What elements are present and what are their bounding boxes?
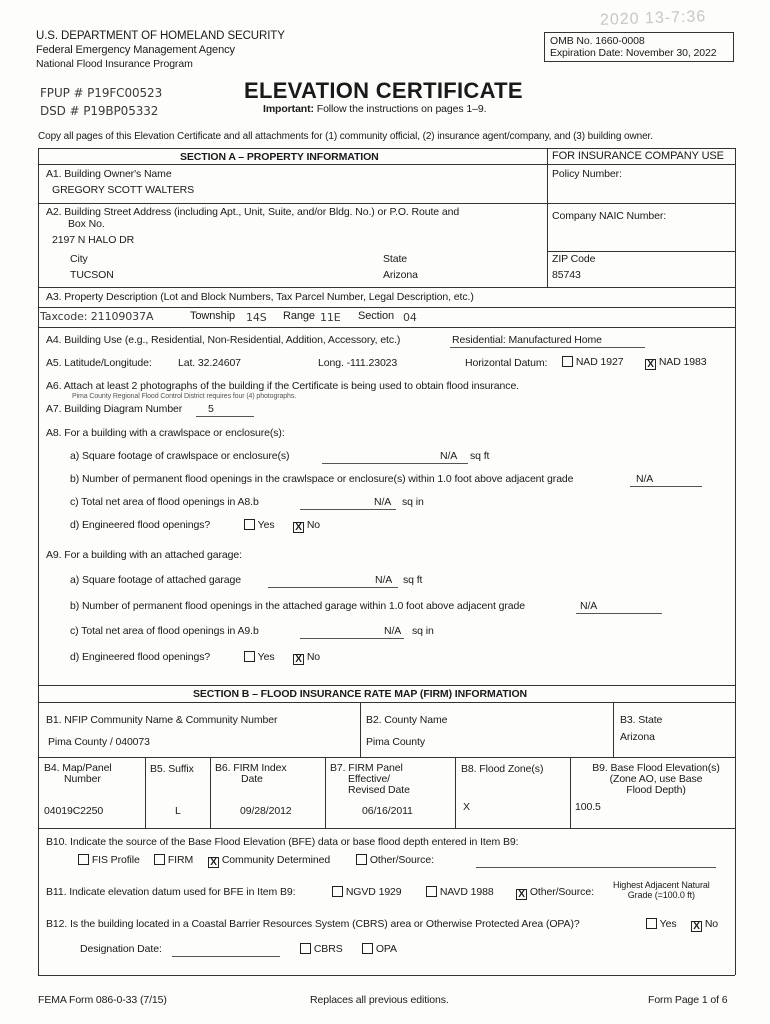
omb-expiration: Expiration Date: November 30, 2022 [550,47,717,59]
b11-other-option[interactable]: X Other/Source: [516,886,594,900]
a9d-no-option[interactable]: X No [293,651,320,665]
b1-label: B1. NFIP Community Name & Community Number [46,714,278,726]
b10-community-checkbox[interactable]: X [208,857,219,868]
designation-date-label: Designation Date: [80,943,162,955]
a9-label: A9. For a building with an attached garage: [46,549,242,561]
agency-line-2: Federal Emergency Management Agency [36,44,235,56]
a3-label: A3. Property Description (Lot and Block Numbers, Tax Parcel Number, Legal Description, etc.) [46,291,474,303]
dsd-label: DSD # [40,104,80,118]
naic-label: Company NAIC Number: [552,210,667,222]
a6-label: A6. Attach at least 2 photographs of the building if the Certificate is being used to obtain flood insurance. [46,380,519,392]
a8d-no-option[interactable]: X No [293,519,320,533]
b2-label: B2. County Name [366,714,448,726]
a8a-label: a) Square footage of crawlspace or enclosure(s) [70,450,290,462]
city-label: City [70,253,88,265]
opa-checkbox[interactable] [362,943,373,954]
a5-longitude[interactable]: Long. -111.23023 [318,357,398,369]
nad1927-checkbox[interactable] [562,356,573,367]
a7-value[interactable]: 5 [208,403,214,415]
b10-firm-option[interactable]: FIRM [154,854,193,866]
a8b-label: b) Number of permanent flood openings in the crawlspace or enclosure(s) within 1.0 foot above adjacent grade [70,473,574,485]
a8-label: A8. For a building with a crawlspace or enclosure(s): [46,427,285,439]
b12-label: B12. Is the building located in a Coastal Barrier Resources System (CBRS) area or Otherwise Protected Area (OPA)? [46,918,580,930]
state-value[interactable]: Arizona [383,269,418,281]
omb-box [544,32,734,62]
b8-value[interactable]: X [463,801,470,813]
b4-value[interactable]: 04019C2250 [44,805,104,817]
b11-navd-checkbox[interactable] [426,886,437,897]
a8a-unit: sq ft [470,450,490,462]
a8c-label: c) Total net area of flood openings in A8.b [70,496,259,508]
a7-label: A7. Building Diagram Number [46,403,183,415]
b11-navd-option[interactable]: NAVD 1988 [426,886,494,898]
a9d-yes-option[interactable]: Yes [244,651,274,663]
b9-value[interactable]: 100.5 [575,801,601,813]
a9d-yes-checkbox[interactable] [244,651,255,662]
b5-value[interactable]: L [175,805,181,817]
zip-value[interactable]: 85743 [552,269,581,281]
received-stamp: 2020 13-7:36 [599,8,707,29]
a8c-value[interactable]: N/A [374,496,392,508]
a1-value[interactable]: GREGORY SCOTT WALTERS [52,184,195,196]
copy-note: Copy all pages of this Elevation Certificate and all attachments for (1) community official, (2) insurance agent/company, and (3) building owner. [38,131,653,142]
b6-value[interactable]: 09/28/2012 [240,805,292,817]
zip-label: ZIP Code [552,253,596,265]
fpup-line [40,86,162,100]
a8d-yes-checkbox[interactable] [244,519,255,530]
a2-label-cont: Box No. [68,218,105,230]
b1-value[interactable]: Pima County / 040073 [48,736,150,748]
nad1983-option[interactable]: X NAD 1983 [645,356,706,370]
policy-number-label: Policy Number: [552,168,622,180]
section-a-title: SECTION A – PROPERTY INFORMATION [180,151,379,163]
a1-label: A1. Building Owner's Name [46,168,172,180]
a3-township-value[interactable]: 14S [246,311,267,324]
a5-datum-label: Horizontal Datum: [465,357,548,369]
a9d-no-checkbox[interactable]: X [293,654,304,665]
b11-ngvd-checkbox[interactable] [332,886,343,897]
b3-label: B3. State [620,714,663,726]
b10-community-option[interactable]: X Community Determined [208,854,330,868]
a8d-label: d) Engineered flood openings? [70,519,211,531]
b12-no-option[interactable]: X No [691,918,718,932]
b10-firm-checkbox[interactable] [154,854,165,865]
agency-line-3: National Flood Insurance Program [36,58,193,70]
b12-no-checkbox[interactable]: X [691,921,702,932]
a9b-value[interactable]: N/A [580,600,598,612]
a3-section-label: Section [358,310,394,322]
b11-label: B11. Indicate elevation datum used for BFE in Item B9: [46,886,296,898]
insurance-use-label: FOR INSURANCE COMPANY USE [552,150,724,162]
a5-latitude[interactable]: Lat. 32.24607 [178,357,241,369]
b10-fis-checkbox[interactable] [78,854,89,865]
dsd-line [40,104,158,118]
a8c-unit: sq in [402,496,424,508]
b12-yes-option[interactable]: Yes [646,918,676,930]
dsd-value: P19BP05332 [83,104,159,118]
b2-value[interactable]: Pima County [366,736,426,748]
state-label: State [383,253,408,265]
a3-section-value[interactable]: 04 [403,311,417,324]
b4-label: B4. Map/Panel Number [44,762,112,785]
fpup-label: FPUP # [40,86,84,100]
fpup-value: P19FC00523 [87,86,163,100]
a8d-no-checkbox[interactable]: X [293,522,304,533]
nad1927-option[interactable]: NAD 1927 [562,356,623,368]
a8a-value[interactable]: N/A [440,450,458,462]
b5-label: B5. Suffix [150,763,194,775]
a4-label: A4. Building Use (e.g., Residential, Non-Residential, Addition, Accessory, etc.) [46,334,401,346]
a9c-unit: sq in [412,625,434,637]
section-b-title: SECTION B – FLOOD INSURANCE RATE MAP (FIRM) INFORMATION [193,688,527,700]
b11-ngvd-option[interactable]: NGVD 1929 [332,886,402,898]
b10-other-checkbox[interactable] [356,854,367,865]
important-note: Important: Follow the instructions on pages 1–9. [263,103,487,115]
b11-other-checkbox[interactable]: X [516,889,527,900]
a9d-label: d) Engineered flood openings? [70,651,211,663]
a9a-value[interactable]: N/A [375,574,393,586]
a9a-label: a) Square footage of attached garage [70,574,241,586]
page-number: Form Page 1 of 6 [648,994,728,1006]
a9b-label: b) Number of permanent flood openings in the attached garage within 1.0 foot above adjacent grade [70,600,525,612]
b6-label: B6. FIRM Index Date [215,762,287,785]
a6-note: Pima County Regional Flood Control District requires four (4) photographs. [72,393,297,400]
form-number: FEMA Form 086-0-33 (7/15) [38,994,167,1006]
a8b-value[interactable]: N/A [636,473,654,485]
b9-label: B9. Base Flood Elevation(s) (Zone AO, use Base Flood Depth) [592,762,720,796]
b10-fis-option[interactable]: FIS Profile [78,854,140,866]
b8-label: B8. Flood Zone(s) [461,763,544,775]
a9c-label: c) Total net area of flood openings in A9.b [70,625,259,637]
agency-line-1: U.S. DEPARTMENT OF HOMELAND SECURITY [36,30,285,42]
b11-other-value[interactable]: Highest Adjacent Natural Grade (=100.0 ft) [613,880,710,900]
b10-other-option[interactable]: Other/Source: [356,854,434,866]
omb-number: OMB No. 1660-0008 [550,35,645,47]
a2-value[interactable]: 2197 N HALO DR [52,234,135,246]
page-title: ELEVATION CERTIFICATE [244,78,523,103]
a9a-unit: sq ft [403,574,423,586]
b12-yes-checkbox[interactable] [646,918,657,929]
a3-taxcode[interactable]: Taxcode: 21109037A [40,310,154,323]
b3-value[interactable]: Arizona [620,731,655,743]
opa-option[interactable]: OPA [362,943,397,955]
cbrs-option[interactable]: CBRS [300,943,343,955]
replaces-note: Replaces all previous editions. [310,994,449,1006]
nad1983-checkbox[interactable]: X [645,359,656,370]
a8d-yes-option[interactable]: Yes [244,519,274,531]
a5-label: A5. Latitude/Longitude: [46,357,152,369]
cbrs-checkbox[interactable] [300,943,311,954]
a3-range-value[interactable]: 11E [320,311,341,324]
b7-value[interactable]: 06/16/2011 [362,805,413,817]
a4-value[interactable]: Residential: Manufactured Home [452,334,602,346]
city-value[interactable]: TUCSON [70,269,114,281]
b7-label: B7. FIRM Panel Effective/ Revised Date [330,762,410,796]
a2-label: A2. Building Street Address (including Apt., Unit, Suite, and/or Bldg. No.) or P.O. Route and [46,206,460,218]
a3-township-label: Township [190,310,236,322]
b10-label: B10. Indicate the source of the Base Flood Elevation (BFE) data or base flood depth entered in Item B9: [46,836,519,848]
a3-range-label: Range [283,310,315,322]
a9c-value[interactable]: N/A [384,625,402,637]
